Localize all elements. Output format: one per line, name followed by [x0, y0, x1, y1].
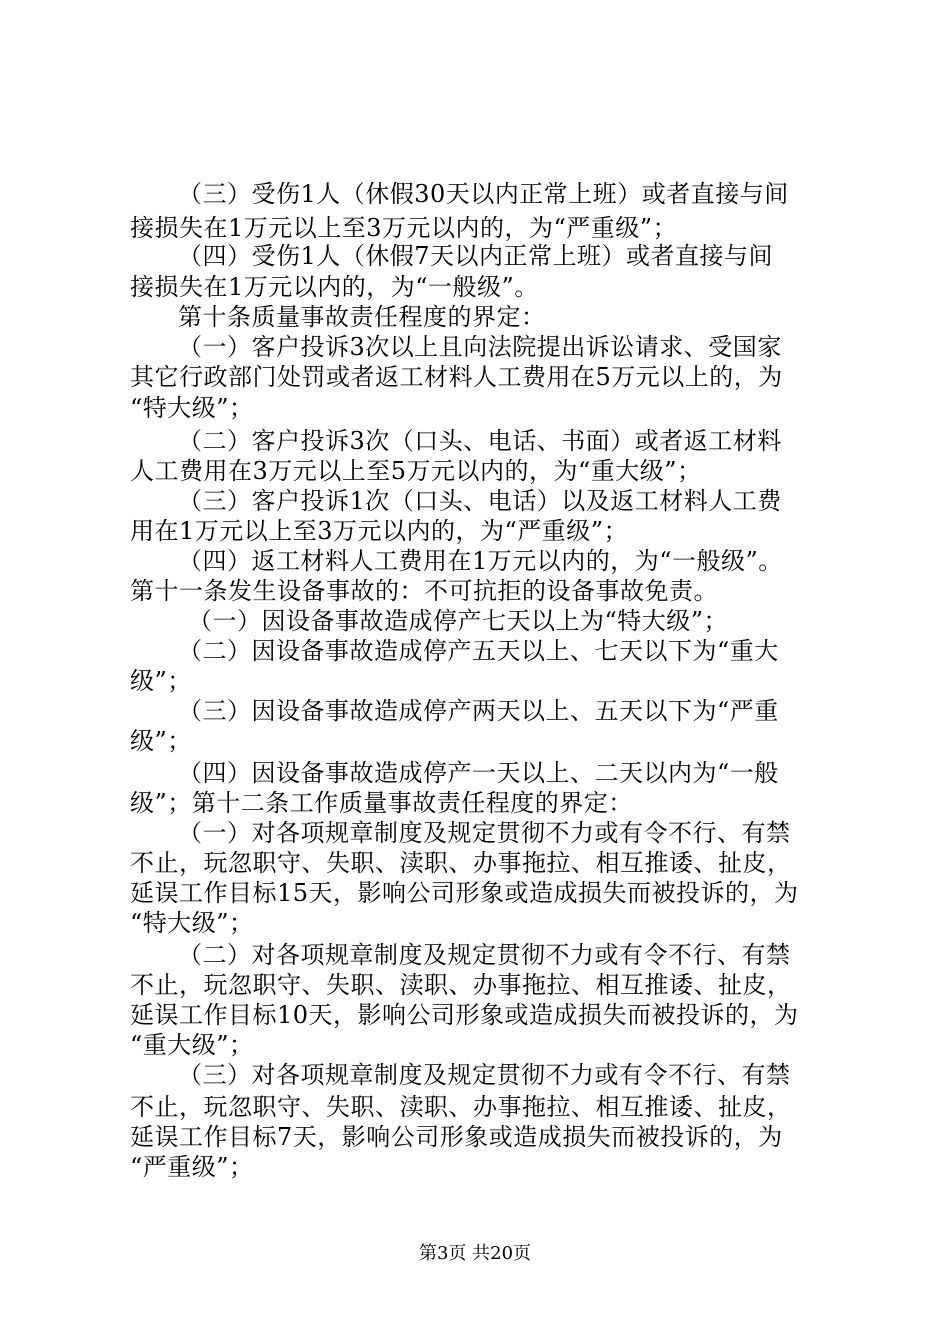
- paragraph-line: （二）因设备事故造成停产五天以上、七天以下为“重大: [178, 637, 779, 665]
- paragraph-line: （三）客户投诉1次（口头、电话）以及返工材料人工费: [178, 487, 782, 515]
- section-heading: 级”；第十二条工作质量事故责任程度的界定：: [130, 789, 633, 817]
- paragraph-line: 延误工作目标10天，影响公司形象或造成损失而被投诉的，为: [130, 1001, 799, 1029]
- paragraph-line: 接损失在1万元以上至3万元以内的，为“严重级”；: [130, 214, 678, 242]
- paragraph-line: （四）因设备事故造成停产一天以上、二天以内为“一般: [178, 759, 779, 787]
- paragraph-line: 不止，玩忽职守、失职、渎职、办事拖拉、相互推诿、扯皮，: [130, 849, 792, 877]
- paragraph-line: 不止，玩忽职守、失职、渎职、办事拖拉、相互推诿、扯皮，: [130, 971, 792, 999]
- paragraph-line: （三）因设备事故造成停产两天以上、五天以下为“严重: [178, 697, 779, 725]
- paragraph-line: 级”；: [130, 667, 192, 695]
- paragraph-line: “重大级”；: [130, 1031, 254, 1059]
- paragraph-line: 不止，玩忽职守、失职、渎职、办事拖拉、相互推诿、扯皮，: [130, 1093, 792, 1121]
- paragraph-line: （一）对各项规章制度及规定贯彻不力或有令不行、有禁: [178, 819, 791, 847]
- paragraph-line: 延误工作目标7天，影响公司形象或造成损失而被投诉的，为: [130, 1123, 783, 1151]
- paragraph-line: “严重级”；: [130, 1153, 254, 1181]
- paragraph-line: （一）客户投诉3次以上且向法院提出诉讼请求、受国家: [178, 333, 782, 361]
- paragraph-line: （四）返工材料人工费用在1万元以内的，为“一般级”。: [178, 547, 783, 575]
- page-number-footer: 第3页 共20页: [418, 1243, 532, 1264]
- section-heading: 第十条质量事故责任程度的界定：: [178, 303, 546, 331]
- section-heading: 第十一条发生设备事故的：不可抗拒的设备事故免责。: [130, 577, 718, 605]
- paragraph-line: 人工费用在3万元以上至5万元以内的，为“重大级”；: [130, 457, 702, 485]
- paragraph-line: （二）对各项规章制度及规定贯彻不力或有令不行、有禁: [178, 941, 791, 969]
- paragraph-line: （三）受伤1人（休假30天以内正常上班）或者直接与间: [178, 180, 789, 208]
- paragraph-line: 接损失在1万元以内的，为“一般级”。: [130, 273, 539, 301]
- paragraph-line: （三）对各项规章制度及规定贯彻不力或有令不行、有禁: [178, 1061, 791, 1089]
- paragraph-line: 其它行政部门处罚或者返工材料人工费用在5万元以上的，为: [130, 363, 783, 391]
- paragraph-line: “特大级”；: [130, 394, 254, 422]
- paragraph-line: （二）客户投诉3次（口头、电话、书面）或者返工材料: [178, 427, 782, 455]
- paragraph-line: （四）受伤1人（休假7天以内正常上班）或者直接与间: [178, 242, 774, 270]
- paragraph-line: 用在1万元以上至3万元以内的，为“严重级”；: [130, 517, 629, 545]
- paragraph-line: 级”；: [130, 727, 192, 755]
- paragraph-line: 延误工作目标15天，影响公司形象或造成损失而被投诉的，为: [130, 879, 799, 907]
- paragraph-line: “特大级”；: [130, 909, 254, 937]
- paragraph-line: （一）因设备事故造成停产七天以上为“特大级”；: [188, 607, 729, 635]
